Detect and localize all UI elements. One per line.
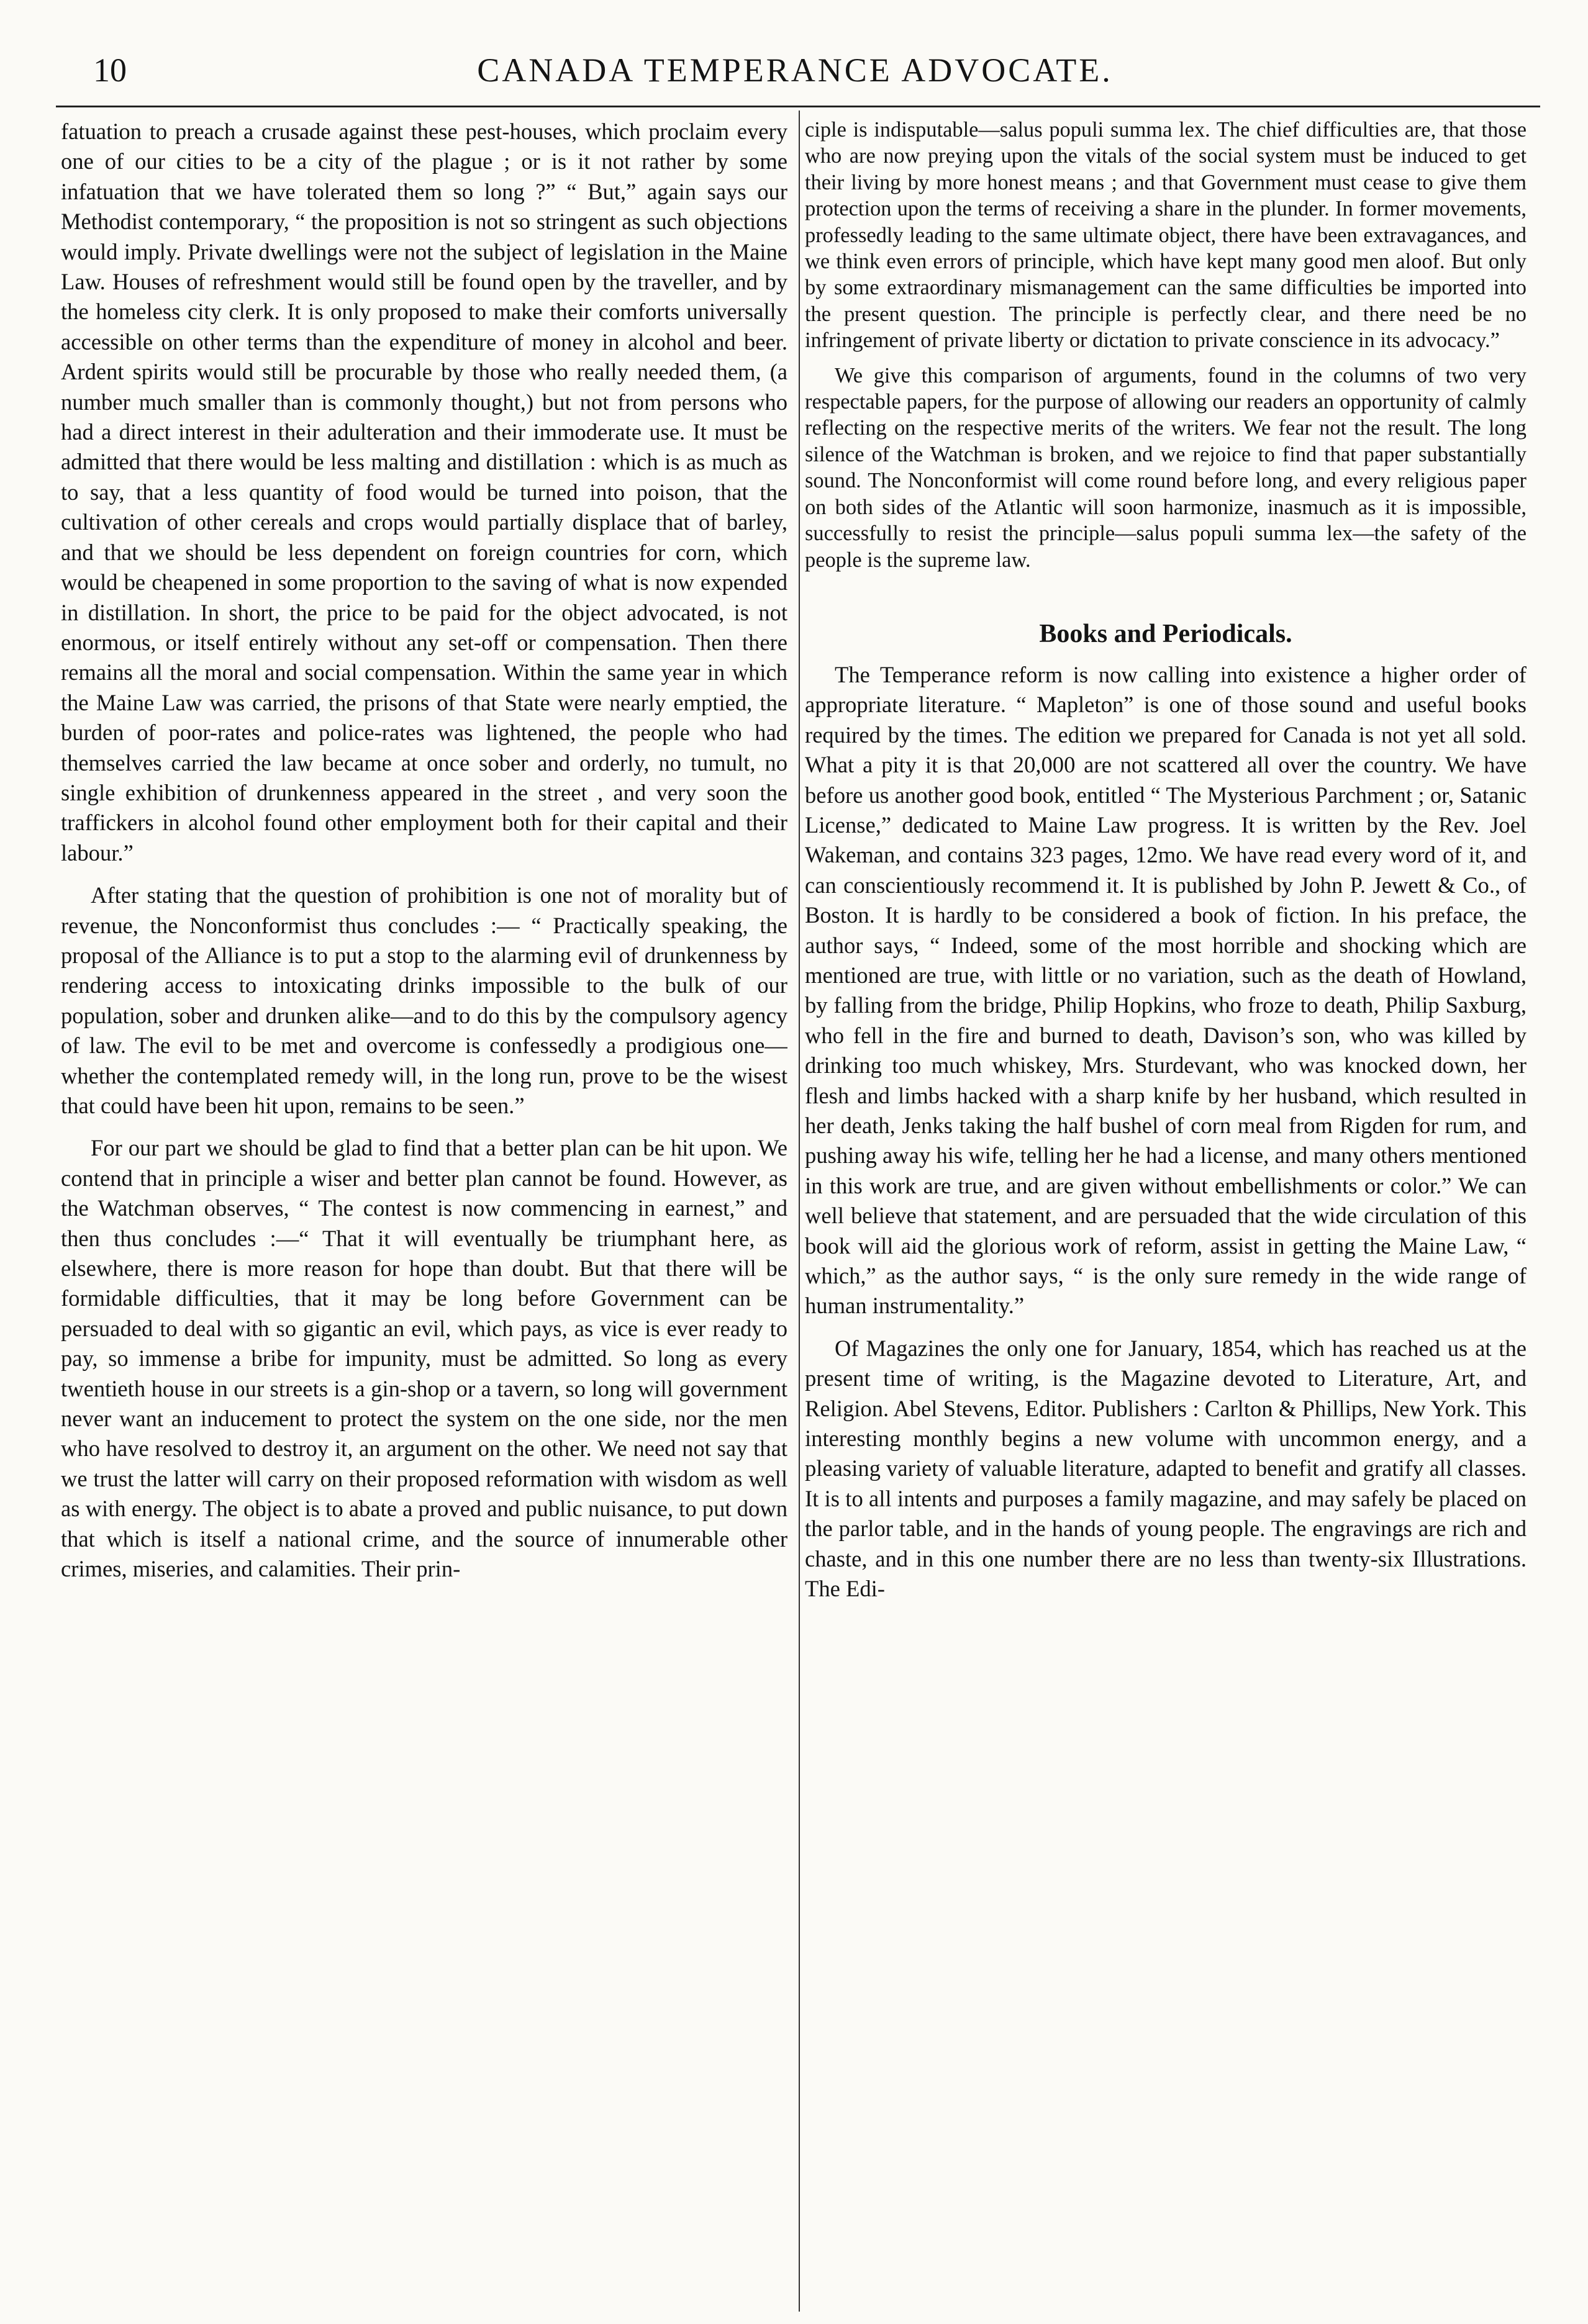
page-header [62,43,1528,99]
left-paragraph-1: fatuation to preach a crusade against these pest-houses, which proclaim every one of our cities to be a city of the plague ; or is it not rather by some infatuation that we have tolerated them so long ?” “ But,” again says our Methodist contemporary, “ the proposition is not so stringent as such objections would imply. Private dwellings were not the subject of legislation in the Maine Law. Houses of refreshment would still be found open by the traveller, and by the homeless city clerk. It is only proposed to make their comforts universally accessible on other terms than the expenditure of money in alcohol and beer. Ardent spirits would still be procurable by those who really needed them, (a number much smaller than is commonly thought,) but not from persons who had a direct interest in their adulteration and their immoderate use. It must be admitted that there would be less malting and distillation : which is as much as to say, that a less quantity of food would be turned into poison, that the cultivation of other cereals and crops would partially displace that of barley, and that we should be less dependent on foreign countries for corn, which would be cheapened in some proportion to the saving of what is now expended in distillation. In short, the price to be paid for the object advocated, is not enormous, or itself entirely without any set-off or compensation. Then there remains all the moral and social compensation. Within the same year in which the Maine Law was carried, the prisons of that State were nearly emptied, the burden of poor-rates and police-rates was lightened, the people who had themselves carried the law became at once sober and orderly, no tumult, no single exhibition of drunkenness appeared in the street , and very soon the traffickers in alcohol found other employment both for their capital and their labour.” [61,119,787,866]
section-heading: Books and Periodicals. [1039,619,1292,648]
right-paragraph-3: The Temperance reform is now calling into existence a higher order of appropriate literature. “ Mapleton” is one of those sound and useful books required by the times. The edition we prepared for Canada is not yet all sold. What a pity it is that 20,000 are not scattered all over the country. We have before us another good book, entitled “ The Mysterious Parchment ; or, Satanic License,” dedicated to Maine Law progress. It is written by the Rev. Joel Wakeman, and contains 323 pages, 12mo. We have read every word of it, and can conscientiously recommend it. It is published by John P. Jewett & Co., of Boston. It is hardly to be considered a book of fiction. In his preface, the author says, “ Indeed, some of the most horrible and shocking which are mentioned are true, with little or no variation, such as the death of Howland, by falling from the bridge, Philip Hopkins, who froze to death, Philip Saxburg, who fell in the fire and burned to death, Davison’s son, who was killed by drinking too much whiskey, Mrs. Sturdevant, who was knocked down, her flesh and limbs hacked with a sharp knife by her husband, which resulted in her death, Jenks taking the half bushel of corn meal from Rigden for rum, and pushing away his wife, telling her he had a license, and many others mentioned in this work are true, and are given without embellishments or color.” We can well believe that statement, and are persuaded that the wide circulation of this book will aid the glorious work of reform, assist in getting the Maine Law, “ which,” as the author says, “ is the only sure remedy in the wide range of human instrumentality.” [805,661,1527,1319]
right-paragraph-4: Of Magazines the only one for January, 1854, which has reached us at the present time of writing, is the Magazine devoted to Literature, Art, and Religion. Abel Stevens, Editor. Publishers : Carlton & Phillips, New York. This interesting monthly begins a new volume with uncommon energy, and a pleasing variety of valuable literature, adapted to benefit and gratify all classes. It is to all intents and purposes a family magazine, and may safely be placed on the parlor table, and in the hands of young people. The engravings are rich and chaste, and in this one number there are no less than twenty-six Illustrations. The Edi- [805,1335,1527,1602]
left-paragraph-3: For our part we should be glad to find that a better plan can be hit upon. We contend that in principle a wiser and better plan cannot be found. However, as the Watchman observes, “ The contest is now commencing in earnest,” and then thus concludes :—“ That it will eventually be triumphant here, as elsewhere, there is more reason for hope than doubt. But that there will be formidable difficulties, that it may be long before Government can be persuaded to deal with so gigantic an evil, which pays, as vice is ever ready to pay, so immense a bribe for impunity, must be admitted. So long as every twentieth house in our streets is a gin-shop or a tavern, so long will government never want an inducement to protect the system on the one side, nor the men who have resolved to destroy it, an argument on the other. We need not say that we trust the latter will carry on their proposed reformation with wisdom as well as with energy. The object is to abate a proved and public nuisance, to put down that which is itself a national crime, and the source of innumerable other crimes, miseries, and calamities. Their prin- [61,1135,787,1582]
page-number: 10 [93,52,127,89]
column-divider [799,111,800,2312]
right-paragraph-2: We give this comparison of arguments, found in the columns of two very respectable papers, for the purpose of allowing our readers an opportunity of calmly reflecting on the respective merits of the writers. We fear not the result. The long silence of the Watchman is broken, and we rejoice to find that paper substantially sound. The Nonconformist will come round before long, and every religious paper on both sides of the Atlantic will soon harmonize, inasmuch as it is impossible, successfully to resist the principle—salus populi summa lex—the safety of the people is the supreme law. [805,363,1527,572]
running-title: CANADA TEMPERANCE ADVOCATE. [477,52,1113,89]
right-top-block [805,117,1527,573]
right-paragraph-1: ciple is indisputable—salus populi summa lex. The chief difficulties are, that those who are now preying upon the vitals of the social system must be induced to get their living by more honest means ; and that Government must cease to give them protection upon the terms of receiving a share in the plunder. In former movements, professedly leading to the same ultimate object, there have been extravagances, and we think even errors of principle, which have kept many good men aloof. But only by some extraordinary mismanagement can the same difficulties be imported into the present question. The principle is perfectly clear, and there need be no infringement of private liberty or dictation to private conscience in its advocacy.” [805,118,1527,353]
left-column [61,117,787,2312]
right-column [805,117,1527,2312]
header-rule [56,106,1540,107]
left-paragraph-2: After stating that the question of prohibition is one not of morality but of revenue, the Nonconformist thus concludes :— “ Practically speaking, the proposal of the Alliance is to put a stop to the alarming evil of drunkenness by rendering access to intoxicating drinks impossible to the bulk of our population, sober and drunken alike—and to do this by the compulsory agency of law. The evil to be met and overcome is confessedly a prodigious one—whether the contemplated remedy will, in the long run, prove to be the wisest that could have been hit upon, remains to be seen.” [61,882,787,1118]
